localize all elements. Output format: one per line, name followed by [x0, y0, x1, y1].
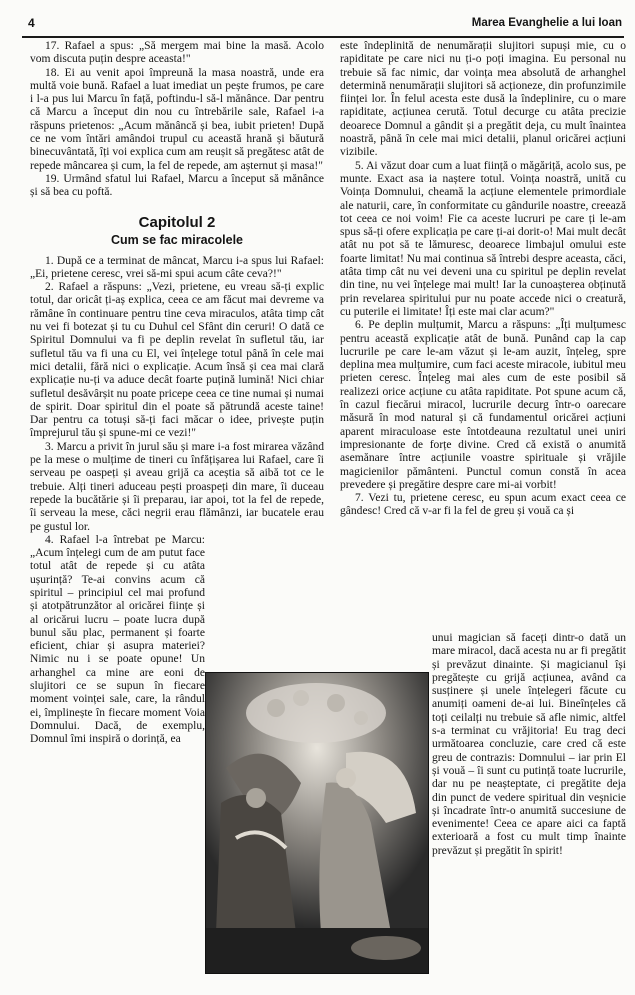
page-number: 4 [28, 16, 35, 30]
chapter-paragraph-4: 4. Rafael l-a întrebat pe Marcu: „Acum înțelegi cum de am putut face totul atât de repede și cu atâta ușurință? Te-ai convins acum că spiritul – principiul cel mai profund și atotpătrunzător al oricărei ființe și al oricărui lucru – poate lucra după bunul său plac, permanent și foarte eficient, chiar și asupra materiei? Nimic nu i se poate opune! Un arhanghel ca mine are eoni de slujitori ce se supun în fiecare moment voinței sale, care, la rândul ei, împlinește în fiecare moment Voia Domnului. Dacă, de exemplu, Domnul îmi inspiră o dorință, ea [30, 533, 205, 746]
chapter-paragraph-7-start: 7. Vezi tu, prietene ceresc, eu spun acum exact ceea ce gândesc! Cred că v-ar fi la fel de greu și vouă ca și [340, 492, 626, 518]
running-title: Marea Evanghelie a lui Ioan [471, 17, 622, 29]
chapter-paragraph-5: 5. Ai văzut doar cum a luat ființă o măgăriță, acolo sus, pe munte. Exact asa ia naștere totul. Voința noastră, unită cu Voința Domnului, cheamă la acțiune elementele primordiale ale naturii, care, în conformitate cu gândurile noastre, creează tot ceea ce noi voim! Fie ca aceste lucruri pe care ți le-am spus să-ți ofere explicația pe care ți-ai dorit-o! Mai mult decât atât nu pot să te lămuresc, deoarece limbajul omului este foarte limitat! Nu mai continua să întrebi despre aceasta, căci, atâta timp cât nu vei deveni una cu spiritul pe deplin revelat din tine, nu vei înțelege mai mult! Iar la cunoașterea obținută prin revelarea spiritului pur nu poate accede nici o creatură, cu puterile ei limitate! Îți este mai clar acum?" [340, 159, 626, 318]
chapter-paragraph-2: 2. Rafael a răspuns: „Vezi, prietene, eu vreau să-ți explic totul, dar oricât ți-aș explica, ceea ce am făcut mai devreme va rămâne în continuare pentru tine ceva miraculos, atâta timp cât nu vei fi botezat și tu cu Duhul cel Sfânt din ceruri! O dată ce Spiritul Domnului va fi pe deplin revelat în sufletul tău, iar sufletul tău va fi una cu El, vei înțelege totul până în cele mai mici detalii, fără nici o explicație. Acum însă și cea mai clară explicație nu-ți va aduce decât foarte puțină lumină! Nici chiar sufletul desăvârșit nu poate pricepe ceea ce tine numai și numai de spirit. Doar spiritul din el poate să pătrundă aceste taine! Dar pentru ca totuși să-ți faci măcar o idee, privește puțin împrejurul tău și spune-mi ce vezi!" [30, 281, 324, 440]
paragraph-19: 19. Urmând sfatul lui Rafael, Marcu a început să mănânce și să bea cu poftă. [30, 172, 324, 199]
painting-svg [206, 673, 428, 973]
chapter-subtitle: Cum se fac miracolele [110, 232, 243, 247]
paragraph-18: 18. Ei au venit apoi împreună la masa noastră, unde era multă voie bună. Rafael a luat imediat un pește frumos, pe care i l-a pus lui Marcu în față, poftindu-l să-l mănânce. Dar pentru că Marcu a început din nou cu întrebările sale, Rafael i-a răspuns prietenos: „Acum mănâncă și bea, iubit prieten! După ce ne vom întări amândoi trupul cu această hrană și băutură binecuvântată, îți voi explica cum am reușit să pregătesc atât de repede mâncarea și cum, la fel de repede, am așternut și masa!" [30, 66, 325, 172]
page-header [22, 14, 622, 34]
annunciation-painting-image [205, 672, 429, 974]
left-column [30, 40, 324, 747]
right-column [340, 40, 626, 519]
chapter-paragraph-3: 3. Marcu a privit în jurul său și mare i-a fost mirarea văzând pe la mese o mulțime de tineri cu înfățișarea lui Rafael, care îi serveau pe oaspeți și aveau grijă ca aceștia să aibă tot ce le trebuie. Alți tineri aduceau pești proaspeți din mare, îi duceau repede la bucătărie și îi preparau, iar apoi, tot la fel de repede, îi serveau la mese, căci negrii erau flămânzi, iar bucatele erau pe gustul lor. [30, 440, 324, 533]
chapter-title: Capitolul 2 [138, 213, 216, 231]
chapter-paragraph-6: 6. Pe deplin mulțumit, Marcu a răspuns: „Îți mulțumesc pentru această explicație atât de bună. Punând cap la cap lucrurile pe care le-am văzut și le-am auzit, înțeleg, spre deplina mea mulțumire, cum faci aceste miracole, iubitul meu prieten ceresc. Înțeleg mai ales cum de este posibil să realizezi orice acțiune cu atâta rapiditate. Pot spune acum că, în cazul fiecărui miracol, lucrurile decurg într-o oarecare măsură în mod natural și că fundamentul oricărei acțiuni aparent miraculoase este întotdeauna rezultatul unei uniri impresionante de forțe divine. Cred că există o anumită asemănare între acțiunile voastre spirituale și vrăjile magicienilor pământeni. Punctul comun constă în acea prevedere și pregătire despre care mi-ai vorbit! [340, 319, 626, 491]
chapter-paragraph-7-wrap: unui magician să faceți dintr-o dată un mare miracol, dacă acesta nu ar fi pregătit și prevăzut dinainte. Și magicianul își pregătește cu grijă acțiunea, având ca susținere și unele înțelegeri făcute cu anumiți oameni de-ai lui. Bineînțeles că toți ceilalți nu trebuie să afle nimic, altfel s-a terminat cu vrăjitoria! Eu trag deci următoarea concluzie, care cred că este greu de contrazis: Domnului – iar prin El și vouă – îi sunt cu putință toate lucrurile, dar nu pe neașteptate, ci pregătite deja din punct de vedere spiritual din veșnicie și încadrate într-o anumită succesiune de evenimente! Ceea ce apare aici ca faptă exterioară a fost cu mult timp înainte prevăzut și pregătit în spirit! [432, 632, 626, 857]
header-rule [22, 36, 624, 38]
chapter-paragraph-1: 1. După ce a terminat de mâncat, Marcu i-a spus lui Rafael: „Ei, prietene ceresc, vrei să-mi spui acum câte ceva?!" [30, 254, 324, 280]
paragraph-17: 17. Rafael a spus: „Să mergem mai bine la masă. Acolo vom discuta puțin despre aceasta!" [30, 40, 324, 66]
paragraph-continuation: este îndeplinită de nenumărații slujitori supuși mie, cu o rapiditate pe care nici nu ți-o poți imagina. Eu personal nu trebuie să fac nimic, dar voința mea absolută de arhanghel determină nenumărații slujitori să acționeze, din profunzimile ființei lor. În felul acesta este dusă la îndeplinire, cu o mare rapiditate, acțiunea cerută. Totul decurge cu atâta precizie deoarece Domnul a gândit și a pregătit deja, cu mult înaintea noastră, până în cele mai mici detalii, planul oricărei acțiuni vizibile. [340, 40, 626, 159]
